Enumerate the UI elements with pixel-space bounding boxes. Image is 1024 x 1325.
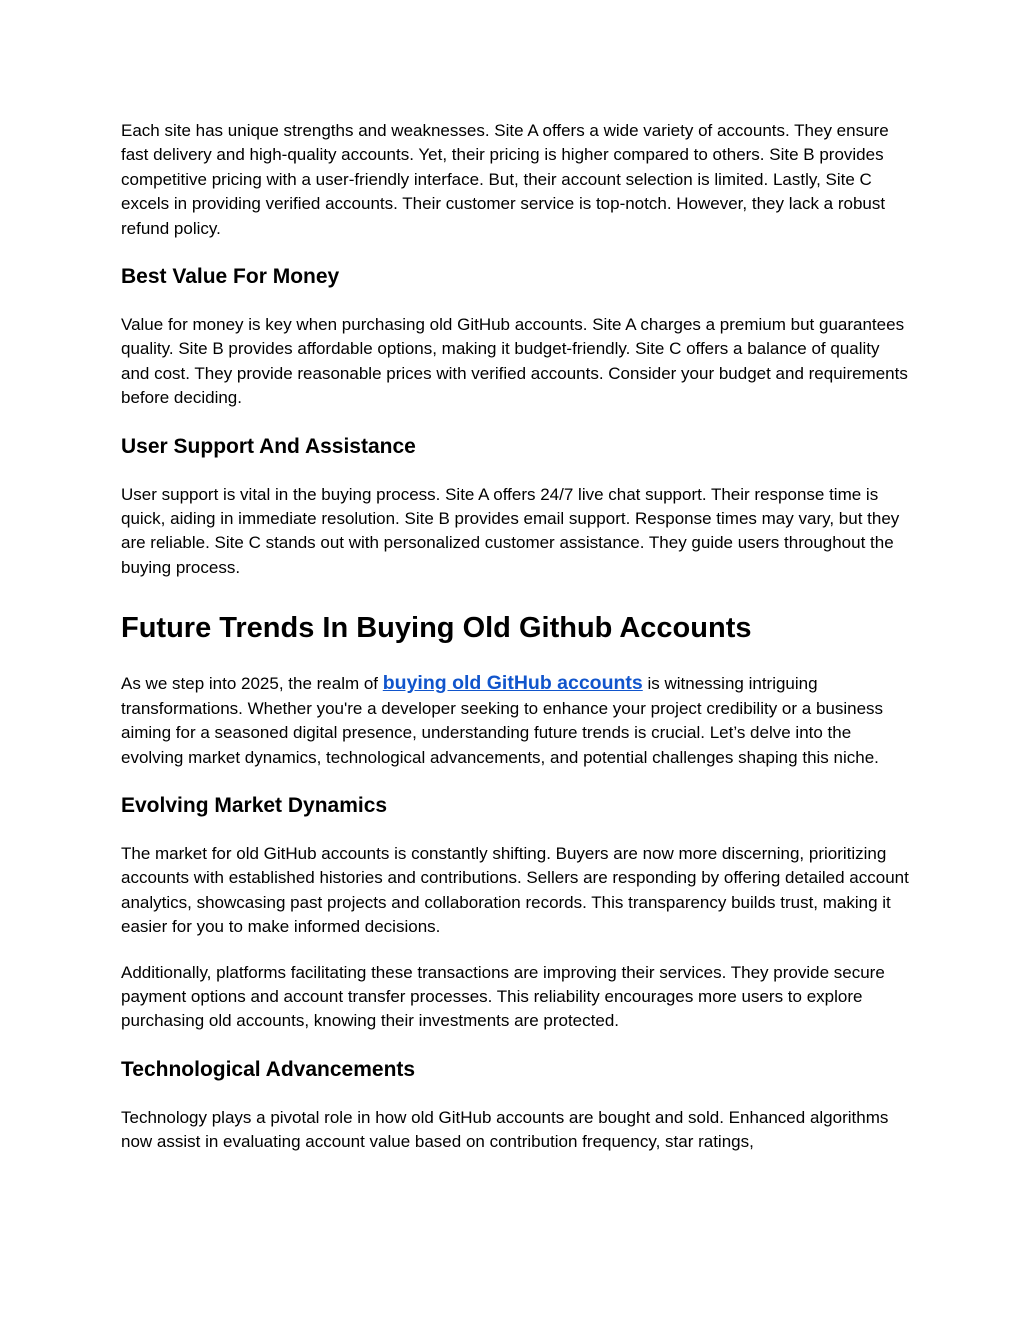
tech-advancements-paragraph: Technology plays a pivotal role in how old GitHub accounts are bought and sold. Enhanced algorithms now assist in evaluating account value based on contribution frequency, star ratings, (121, 1107, 889, 1152)
market-dynamics-paragraph-1: The market for old GitHub accounts is constantly shifting. Buyers are now more discerning, prioritizing accounts with established histories and contributions. Sellers are responding by offering detailed account analytics, showcasing past projects and collaboration records. This transparency builds trust, making it easier for you to make informed decisions. (121, 843, 909, 937)
user-support-paragraph: User support is vital in the buying process. Site A offers 24/7 live chat support. Their response time is quick, aiding in immediate resolution. Site B provides email support. Response times may vary, but they are reliable. Site C stands out with personalized customer assistance. They guide users throughout the buying process. (121, 484, 900, 577)
future-trends-text-after-link: is witnessing intriguing transformations. Whether you're a developer seeking to enhance your project credibility or a business aiming for a seasoned digital presence, understanding future trends is crucial. Let’s delve into the evolving market dynamics, technological advancements, and potential challenges shaping this niche. (121, 674, 884, 767)
market-dynamics-paragraph-2: Additionally, platforms facilitating these transactions are improving their services. They provide secure payment options and account transfer processes. This reliability encourages more users to explore purchasing old accounts, knowing their investments are protected. (121, 962, 885, 1031)
future-trends-paragraph (121, 671, 911, 770)
intro-paragraph: Each site has unique strengths and weaknesses. Site A offers a wide variety of accounts. They ensure fast delivery and high-quality accounts. Yet, their pricing is higher compared to others. Site B provides competitive pricing with a user-friendly interface. But, their account selection is limited. Lastly, Site C excels in providing verified accounts. Their customer service is top-notch. However, they lack a robust refund policy. (121, 121, 889, 238)
market-dynamics-heading: Evolving Market Dynamics (121, 793, 388, 817)
buying-old-github-accounts-link[interactable]: buying old GitHub accounts (382, 672, 643, 695)
best-value-paragraph: Value for money is key when purchasing old GitHub accounts. Site A charges a premium but guarantees quality. Site B provides affordable options, making it budget-friendly. Site C offers a balance of quality and cost. They provide reasonable prices with verified accounts. Consider your budget and requirements before deciding. (121, 315, 908, 408)
best-value-heading: Best Value For Money (121, 265, 340, 289)
document-page (121, 119, 911, 1155)
user-support-heading: User Support And Assistance (121, 434, 416, 458)
tech-advancements-heading: Technological Advancements (121, 1057, 416, 1081)
future-trends-text-before-link: As we step into 2025, the realm of (121, 674, 383, 694)
future-trends-heading: Future Trends In Buying Old Github Accounts (121, 612, 752, 645)
